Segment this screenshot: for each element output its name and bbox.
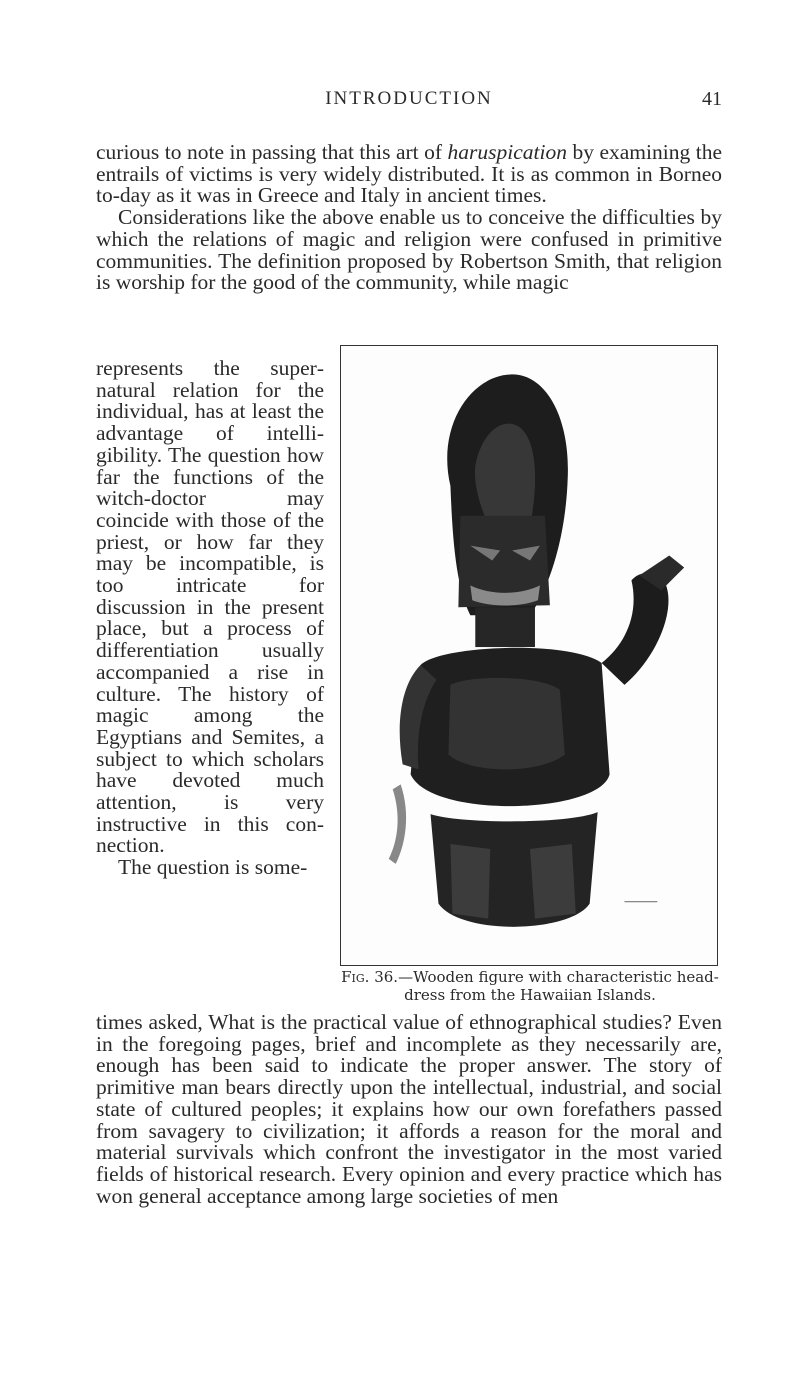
haruspication-term: haruspication [447, 140, 567, 164]
page-number: 41 [702, 88, 722, 110]
page-header [96, 88, 722, 118]
paragraph-1-text-b: by examining the entrails of victims is very widely distributed. It is as common in Borneo to-day as it was in Greece and Italy in ancient times. [96, 140, 722, 208]
paragraph-2-start: Considerations like the above enable us to conceive the difficulties by which the relations of magic and religion were confused in primitive communities. The definition proposed by Robertson Smith, that religion is worship for the good of the community, while magic [96, 205, 722, 295]
paragraph-3-start: The question is some- [118, 855, 308, 880]
running-title: INTRODUCTION [325, 88, 493, 109]
paragraph-2-continued: represents the supernatural relation for the individual, has at least the advantage of intelligibility. The question how far the functions of the witch-doctor may coincide with those of the priest, or how far they may be incompatible, is too intricate for discussion in the present place, but a process of differentiation usually accompanied a rise in culture. The history of magic among the Egyptians and Semites, a subject to which scholars have devoted much attention, is very instructive in this connection. [96, 356, 324, 858]
figure-caption [340, 968, 720, 1004]
figure-wooden-figure [340, 345, 718, 966]
body-text-bottom [96, 1012, 722, 1207]
figure-caption-text: —Wooden figure with characteristic head-dress from the Hawaiian Islands. [398, 968, 719, 1004]
body-text-top [96, 142, 722, 294]
body-text-left-column [96, 358, 324, 879]
wooden-figure-illustration [341, 346, 717, 965]
paragraph-3-continued: times asked, What is the practical value of ethnographical studies? Even in the foregoing pages, brief and incomplete as they necessarily are, enough has been said to indicate the proper answer. The story of primitive man bears directly upon the intellectual, industrial, and social state of cultured peoples; it explains how our own forefathers passed from savagery to civilization; it affords a reason for the moral and material survivals which confront the investigator in the most varied fields of historical research. Every opinion and every practice which has won general acceptance among large societies of men [96, 1010, 722, 1208]
paragraph-1-text-a: curious to note in passing that this art of [96, 140, 448, 164]
paragraph-1 [96, 142, 722, 207]
figure-label: Fig. 36. [341, 968, 399, 986]
